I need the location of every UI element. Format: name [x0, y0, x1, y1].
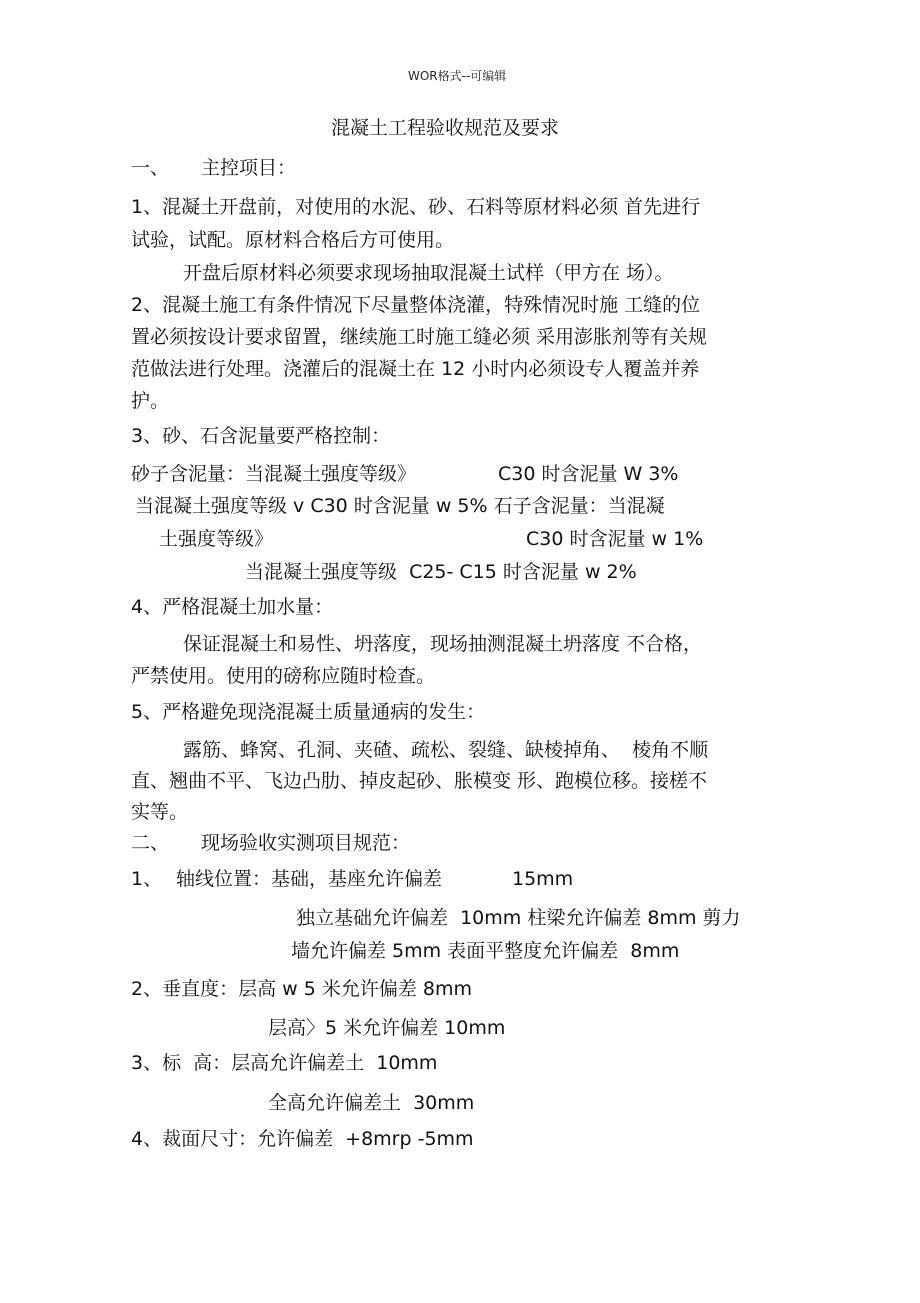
item-3-sand-label: 砂子含泥量：当混凝土强度等级》: [131, 463, 417, 485]
item-4-line-2: 严禁使用。使用的磅称应随时检查。: [131, 665, 436, 687]
section-2-number: 二、: [131, 832, 170, 854]
measure-2-line-2: 层高〉5 米允许偏差 10mm: [268, 1017, 506, 1039]
measure-3-line-1: 3、标 高：层高允许偏差土 10mm: [131, 1052, 438, 1074]
measure-3-line-2: 全高允许偏差土 30mm: [268, 1092, 475, 1114]
measure-1-label: 轴线位置：基础，基座允许偏差: [176, 868, 443, 890]
item-2-line-4: 护。: [131, 390, 170, 412]
item-5-line-2: 直、翘曲不平、飞边凸肋、掉皮起砂、胀模变 形、跑模位移。接槎不: [131, 770, 708, 792]
section-2-heading: 现场验收实测项目规范：: [201, 832, 411, 854]
measure-1-line-3: 墙允许偏差 5mm 表面平整度允许偏差 8mm: [291, 940, 680, 962]
item-2-line-3: 范做法进行处理。浇灌后的混凝土在 12 小时内必须设专人覆盖并养: [131, 358, 700, 380]
item-2-line-2: 置必须按设计要求留置，继续施工时施工缝必须 采用澎胀剂等有关规: [131, 326, 708, 348]
section-1-heading: 主控项目：: [201, 157, 297, 179]
measure-1-line-2: 独立基础允许偏差 10mm 柱梁允许偏差 8mm 剪力: [296, 907, 741, 929]
item-3-sand-value: C30 时含泥量 W 3%: [498, 463, 679, 485]
item-3-stone-label: 土强度等级》: [159, 528, 274, 550]
item-3-heading: 3、砂、石含泥量要严格控制：: [131, 425, 391, 447]
item-1-line-3: 开盘后原材料必须要求现场抽取混凝土试样（甲方在 场）。: [183, 262, 674, 284]
item-1-line-1: 1、混凝土开盘前，对使用的水泥、砂、石料等原材料必须 首先进行: [131, 196, 701, 218]
item-3-line-5: 当混凝土强度等级 C25- C15 时含泥量 w 2%: [245, 561, 637, 583]
measure-2-line-1: 2、垂直度：层高 w 5 米允许偏差 8mm: [131, 978, 472, 1000]
item-3-stone-value: C30 时含泥量 w 1%: [526, 528, 704, 550]
section-1-number: 一、: [131, 157, 170, 179]
page-header: WOR格式--可编辑: [408, 69, 507, 83]
item-5-line-1: 露筋、蜂窝、孔洞、夹碴、疏松、裂缝、缺棱掉角、 棱角不顺: [183, 739, 709, 761]
measure-4-line-1: 4、裁面尺寸：允许偏差 +8mrp -5mm: [131, 1128, 474, 1150]
item-3-line-3: 当混凝土强度等级 v C30 时含泥量 w 5% 石子含泥量：当混凝: [135, 495, 665, 517]
item-5-line-3: 实等。: [131, 801, 189, 823]
item-2-line-1: 2、混凝土施工有条件情况下尽量整体浇灌，特殊情况时施 工缝的位: [131, 294, 701, 316]
item-5-heading: 5、严格避免现浇混凝土质量通病的发生：: [131, 701, 486, 723]
measure-1-number: 1、: [131, 868, 163, 890]
item-4-heading: 4、严格混凝土加水量：: [131, 596, 334, 618]
item-1-line-2: 试验，试配。原材料合格后方可使用。: [131, 229, 455, 251]
measure-1-value: 15mm: [512, 868, 574, 890]
item-4-line-1: 保证混凝土和易性、坍落度，现场抽测混凝土坍落度 不合格，: [183, 633, 703, 655]
page-title: 混凝土工程验收规范及要求: [331, 117, 560, 139]
